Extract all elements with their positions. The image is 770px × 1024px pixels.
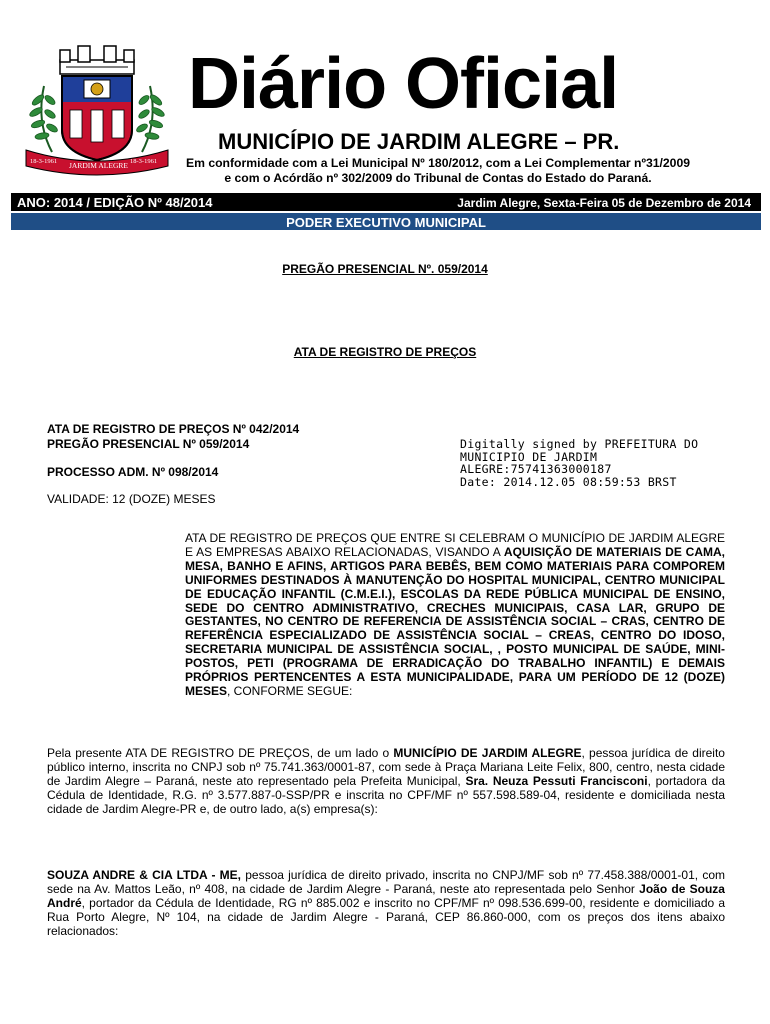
municipality-subtitle: MUNICÍPIO DE JARDIM ALEGRE – PR.	[218, 129, 620, 154]
preamble-object: AQUISIÇÃO DE MATERIAIS DE CAMA, MESA, BANHO E AFINS, ARTIGOS PARA BEBÊS, BEM COMO MATERIAIS PARA COMPOREM UNIFORMES DESTINADOS À MANUTENÇÃO DO HOSPITAL MUNICIPAL, CENTRO MUNICIPAL DE EDUCAÇÃO INFANTIL (C.M.E.I.), ESCOLAS DA REDE PÚBLICA MUNICIPAL DE ENSINO, SEDE DO CENTRO ADMINISTRATIVO, CRECHES MUNICIPAIS, CASA LAR, GRUPO DE GESTANTES, NO CENTRO DE REFERENCIA DE ASSISTÊNCIA SOCIAL – CRAS, CENTRO DE REFERÊNCIA ESPECIALIZADO DE ASSISTÊNCIA SOCIAL – CREAS, CENTRO DO IDOSO, SECRETARIA MUNICIPAL DE ASSISTÊNCIA SOCIAL, , POSTO MUNICIPAL DE SAÚDE, MINI-POSTOS, PETI (PROGRAMA DE ERRADICAÇÃO DO TRABALHO INFANTIL) E DEMAIS PRÓPRIOS PERTENCENTES A ESTA MUNICIPALIDADE, PARA UM PERÍODO DE 12 (DOZE) MESES	[185, 544, 725, 698]
paragraph-text: , portadora da Cédula de Identidade, R.G. nº 3.577.887-0-SSP/PR e inscrita no CPF/MF nº 557.598.589-04, residente e domiciliada nesta cidade de Jardim Alegre-PR e, de outro lado, a(s) empresa(s):	[47, 773, 725, 816]
contracting-party-paragraph	[47, 747, 725, 817]
ribbon-left-text: 18-3-1961	[30, 158, 58, 165]
ribbon-center-text: JARDIM ALEGRE	[69, 161, 128, 170]
validity-line: VALIDADE: 12 (DOZE) MESES	[47, 492, 216, 506]
edition-date: Jardim Alegre, Sexta-Feira 05 de Dezembro de 2014	[457, 196, 751, 210]
crown-icon	[60, 46, 134, 74]
signature-line: MUNICIPIO DE JARDIM	[460, 449, 598, 464]
edition-number: ANO: 2014 / EDIÇÃO Nº 48/2014	[17, 195, 213, 210]
paragraph-text: , pessoa jurídica de direito público interno, inscrita no CNPJ sob nº 75.741.363/0001-87, com sede à Praça Mariana Leite Felix, 800, centro, nesta cidade de Jardim Alegre – Paraná, neste ato representado pela Prefeita Municipal,	[47, 746, 725, 788]
ata-heading: ATA DE REGISTRO DE PREÇOS	[293, 345, 477, 359]
company-paragraph	[47, 869, 725, 939]
signature-date: Date: 2014.12.05 08:59:53 BRST	[460, 474, 677, 489]
signature-line: ALEGRE:75741363000187	[460, 462, 612, 476]
preamble-paragraph	[185, 532, 725, 699]
legal-basis-line-1: Em conformidade com a Lei Municipal Nº 180/2012, com a Lei Complementar nº31/2009	[185, 156, 691, 170]
preamble-tail: , CONFORME SEGUE:	[227, 683, 353, 698]
section-bar	[11, 213, 761, 230]
edition-bar	[11, 193, 761, 211]
preamble-text: ATA DE REGISTRO DE PREÇOS QUE ENTRE SI CELEBRAM O MUNICÍPIO DE JARDIM ALEGRE E AS EMPRESAS ABAIXO RELACIONADAS, VISANDO A	[185, 531, 725, 559]
ata-number-line: ATA DE REGISTRO DE PREÇOS Nº 042/2014	[47, 422, 300, 436]
pregao-number-line: PREGÃO PRESENCIAL Nº 059/2014	[47, 437, 250, 451]
laurel-branch-icon	[135, 86, 165, 152]
signature-line: Digitally signed by PREFEITURA DO	[460, 437, 699, 451]
ribbon-right-text: 18-3-1961	[130, 158, 158, 165]
section-label: PODER EXECUTIVO MUNICIPAL	[286, 215, 486, 230]
shield-icon	[62, 76, 132, 160]
processo-number-line: PROCESSO ADM. Nº 098/2014	[47, 465, 219, 479]
company-name: SOUZA ANDRE & CIA LTDA - ME,	[47, 868, 241, 882]
pregao-heading: PREGÃO PRESENCIAL Nº. 059/2014	[282, 262, 488, 276]
paragraph-text: , portador da Cédula de Identidade, RG nº 885.002 e inscrito no CPF/MF nº 098.536.699-00, residente e domiciliado a Rua Porto Alegre, Nº 104, na cidade de Jardim Alegre - Paraná, CEP 86.860-000, com os preços dos itens abaixo relacionados:	[47, 895, 725, 938]
wheat-branch-icon	[28, 86, 58, 152]
mayor-name: Sra. Neuza Pessuti Francisconi	[465, 773, 648, 788]
representative-name: João de Souza André	[47, 881, 725, 910]
masthead-title: Diário Oficial	[188, 44, 619, 124]
paragraph-text: Pela presente ATA DE REGISTRO DE PREÇOS, de um lado o	[47, 746, 394, 760]
paragraph-text: pessoa jurídica de direito privado, inscrita no CNPJ/MF sob nº 77.458.388/0001-01, com sede na Av. Mattos Leão, nº 408, na cidade de Jardim Alegre - Paraná, neste ato representada pelo Senhor	[47, 868, 725, 896]
legal-basis-line-2: e com o Acórdão nº 302/2009 do Tribunal de Contas do Estado do Paraná.	[224, 171, 652, 185]
digital-signature-block	[460, 438, 720, 488]
municipality-name: MUNICÍPIO DE JARDIM ALEGRE	[393, 746, 582, 760]
